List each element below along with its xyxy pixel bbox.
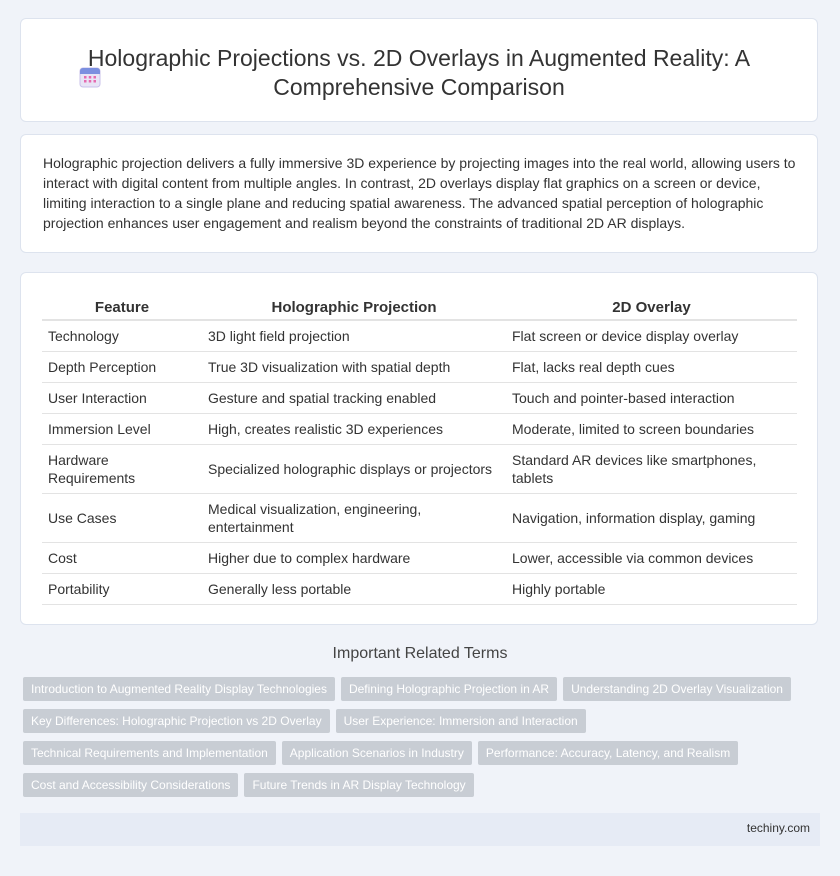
header-2d-overlay: 2D Overlay bbox=[506, 296, 797, 321]
related-term-tag[interactable]: Technical Requirements and Implementation bbox=[23, 741, 276, 765]
related-terms-title: Important Related Terms bbox=[332, 645, 508, 662]
holographic-cell: True 3D visualization with spatial depth bbox=[202, 352, 506, 383]
tag-row bbox=[23, 773, 480, 797]
table-header-row bbox=[42, 296, 797, 321]
header-holographic: Holographic Projection bbox=[202, 296, 506, 321]
tag-row bbox=[23, 677, 797, 701]
overlay-cell: Moderate, limited to screen boundaries bbox=[506, 414, 797, 445]
related-term-tag[interactable]: User Experience: Immersion and Interaction bbox=[336, 709, 586, 733]
table-row bbox=[42, 543, 797, 574]
overlay-cell: Flat screen or device display overlay bbox=[506, 321, 797, 352]
overlay-cell: Standard AR devices like smartphones, tablets bbox=[506, 445, 797, 494]
holographic-cell: 3D light field projection bbox=[202, 321, 506, 352]
holographic-cell: Specialized holographic displays or projectors bbox=[202, 445, 506, 494]
table-row bbox=[42, 321, 797, 352]
table-row bbox=[42, 494, 797, 543]
feature-cell: Portability bbox=[42, 574, 202, 605]
overlay-cell: Flat, lacks real depth cues bbox=[506, 352, 797, 383]
feature-cell: Technology bbox=[42, 321, 202, 352]
feature-cell: Depth Perception bbox=[42, 352, 202, 383]
related-term-tag[interactable]: Cost and Accessibility Considerations bbox=[23, 773, 238, 797]
intro-paragraph: Holographic projection delivers a fully immersive 3D experience by projecting images into the real world, allowing users to interact with digital content from multiple angles. In contrast, 2D overlays display flat graphics on a screen or device, limiting interaction to a single plane and reducing spatial awareness. The advanced spatial perception of holographic projection enhances user engagement and realism beyond the constraints of traditional 2D AR displays. bbox=[43, 155, 796, 231]
table-row bbox=[42, 383, 797, 414]
related-term-tag[interactable]: Performance: Accuracy, Latency, and Realism bbox=[478, 741, 738, 765]
related-term-tag[interactable]: Defining Holographic Projection in AR bbox=[341, 677, 557, 701]
site-link[interactable]: techiny.com bbox=[746, 821, 810, 835]
title-card bbox=[20, 18, 818, 122]
feature-cell: Cost bbox=[42, 543, 202, 574]
holographic-cell: Higher due to complex hardware bbox=[202, 543, 506, 574]
intro-card bbox=[20, 134, 818, 253]
related-term-tag[interactable]: Key Differences: Holographic Projection vs 2D Overlay bbox=[23, 709, 330, 733]
table-row bbox=[42, 352, 797, 383]
overlay-cell: Lower, accessible via common devices bbox=[506, 543, 797, 574]
holographic-cell: Gesture and spatial tracking enabled bbox=[202, 383, 506, 414]
related-term-tag[interactable]: Introduction to Augmented Reality Display Technologies bbox=[23, 677, 335, 701]
feature-cell: User Interaction bbox=[42, 383, 202, 414]
related-term-tag[interactable]: Understanding 2D Overlay Visualization bbox=[563, 677, 791, 701]
tag-row bbox=[23, 741, 744, 765]
feature-cell: Hardware Requirements bbox=[42, 445, 202, 494]
holographic-cell: Generally less portable bbox=[202, 574, 506, 605]
comparison-table bbox=[42, 296, 797, 605]
table-row bbox=[42, 445, 797, 494]
overlay-cell: Touch and pointer-based interaction bbox=[506, 383, 797, 414]
overlay-cell: Highly portable bbox=[506, 574, 797, 605]
overlay-cell: Navigation, information display, gaming bbox=[506, 494, 797, 543]
header-feature: Feature bbox=[42, 296, 202, 321]
table-row bbox=[42, 414, 797, 445]
tag-row bbox=[23, 709, 592, 733]
page-title: Holographic Projections vs. 2D Overlays in Augmented Reality: A Comprehensive Comparison bbox=[87, 45, 751, 100]
feature-cell: Immersion Level bbox=[42, 414, 202, 445]
feature-cell: Use Cases bbox=[42, 494, 202, 543]
footer bbox=[20, 813, 820, 846]
comparison-card bbox=[20, 272, 818, 625]
related-term-tag[interactable]: Application Scenarios in Industry bbox=[282, 741, 472, 765]
table-row bbox=[42, 574, 797, 605]
holographic-cell: Medical visualization, engineering, entertainment bbox=[202, 494, 506, 543]
related-term-tag[interactable]: Future Trends in AR Display Technology bbox=[244, 773, 473, 797]
holographic-cell: High, creates realistic 3D experiences bbox=[202, 414, 506, 445]
